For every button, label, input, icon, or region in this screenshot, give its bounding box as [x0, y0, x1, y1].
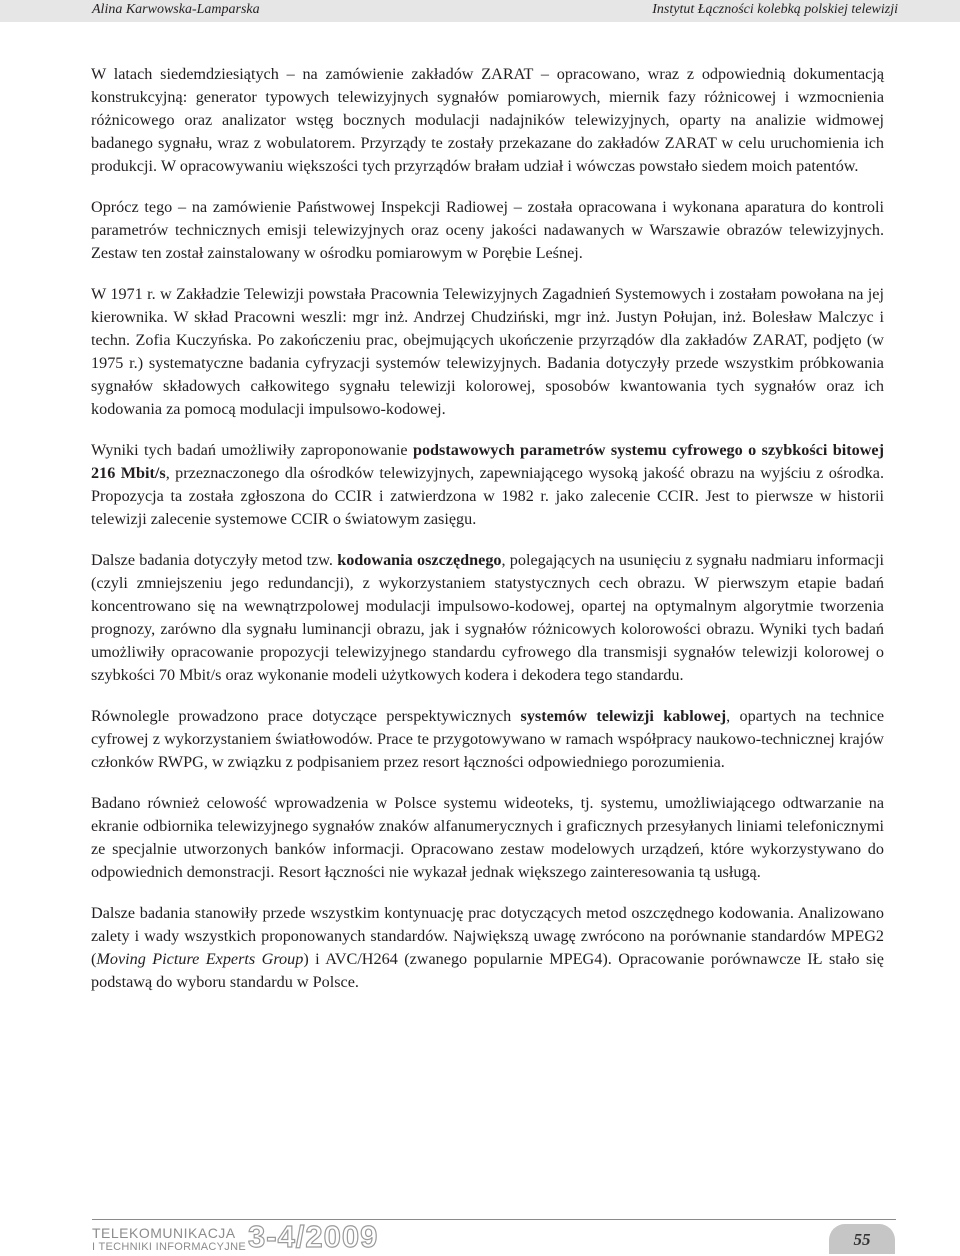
paragraph [91, 283, 884, 421]
paragraph [91, 705, 884, 774]
paragraph [91, 792, 884, 884]
journal-name [92, 1226, 246, 1254]
text-segment: W latach siedemdziesiątych – na zamówienie zakładów ZARAT – opracowano, wraz z odpowiednią dokumentacją konstrukcyjną: generator typowych telewizyjnych sygnałów pomiarowych, miernik fazy różnicowej i wzmocnienia różnicowego oraz analizator wstęg bocznych modulacji nadajników telewizyjnych, oparty na analizie widmowej badanego sygnału, wraz z wobulatorem. Przyrządy te zostały przekazane do zakładów ZARAT w celu uruchomienia ich produkcji. W opracowywaniu większości tych przyrządów brałam udział i wówczas powstało siedem moich patentów. [91, 65, 884, 175]
text-segment: , opartych na technice cyfrowej z wykorzystaniem światłowodów. Prace te przygotowywano w ramach współpracy naukowo-technicznej krajów członków RWPG, w związku z podpisaniem przez resort łączności odpowiedniego porozumienia. [91, 707, 884, 771]
text-segment: Wyniki tych badań umożliwiły zaproponowanie [91, 441, 413, 459]
journal-name-line1: TELEKOMUNIKACJA [92, 1225, 236, 1241]
text-segment: Oprócz tego – na zamówienie Państwowej Inspekcji Radiowej – została opracowana i wykonana aparatura do kontroli parametrów technicznych emisji telewizyjnych oraz oceny jakości nadawanych w Warszawie obrazów telewizyjnych. Zestaw ten został zainstalowany w ośrodku pomiarowym w Porębie Leśnej. [91, 198, 884, 262]
paragraph [91, 439, 884, 531]
text-segment: Dalsze badania dotyczyły metod tzw. [91, 551, 338, 569]
paragraph [91, 196, 884, 265]
text-segment: Badano również celowość wprowadzenia w Polsce systemu wideoteks, tj. systemu, umożliwiającego odtwarzanie na ekranie odbiornika telewizyjnego sygnałów znaków alfanumerycznych i graficznych przesyłanych liniami telefonicznymi ze specjalnie utworzonych banków informacji. Opracowano zestaw modelowych urządzeń, które wykorzystywano do odpowiednich demonstracji. Resort łączności nie wykazał jednak większego zainteresowania tą usługą. [91, 794, 884, 881]
header-title: Instytut Łączności kolebką polskiej telewizji [652, 2, 898, 17]
journal-name-line2: I TECHNIKI INFORMACYJNE [92, 1241, 246, 1253]
bold-term: kodowania oszczędnego [337, 551, 502, 569]
bold-term: podstawowych parametrów systemu cyfrowego o szybkości bitowej 216 Mbit/s [91, 441, 884, 482]
text-segment: Równolegle prowadzono prace dotyczące perspektywicznych [91, 707, 521, 725]
paragraph [91, 902, 884, 994]
issue-number: 3-4/2009 [248, 1219, 379, 1254]
bold-term: systemów telewizji kablowej [520, 707, 727, 725]
paragraph [91, 63, 884, 178]
paragraph [91, 549, 884, 687]
footer-divider [92, 1219, 896, 1220]
running-header [0, 0, 960, 22]
page-number: 55 [829, 1224, 895, 1254]
text-segment: ) i AVC/H264 (zwanego popularnie MPEG4). Opracowanie porównawcze IŁ stało się podstawą do wyboru standardu w Polsce. [91, 950, 884, 991]
italic-term: Moving Picture Experts Group [96, 950, 304, 968]
text-segment: , przeznaczonego dla ośrodków telewizyjnych, zapewniającego wysoką jakość obrazu na wyjściu z ośrodka. Propozycja ta została zgłoszona do CCIR i zatwierdzona w 1982 r. jako zalecenie CCIR. Jest to pierwsze w historii telewizji zalecenie systemowe CCIR o światowym zasięgu. [91, 464, 884, 528]
text-segment: , polegających na usunięciu z sygnału nadmiaru informacji (czyli zmniejszeniu jego redundancji), z wykorzystaniem statystycznych cech obrazu. W pierwszym etapie badań koncentrowano się na wewnątrzpolowej modulacji impulsowo-kodowej, opartej na optymalnym algorytmie tworzenia prognozy, zarówno dla sygnału luminancji obrazu, jak i sygnałów różnicowych kolorowości obrazu. Wyniki tych badań umożliwiły opracowanie propozycji telewizyjnego standardu cyfrowego dla transmisji sygnałów telewizji kolorowej o szybkości 70 Mbit/s oraz wykonanie modeli użytkowych kodera i dekodera tego standardu. [91, 551, 884, 684]
text-segment: Dalsze badania stanowiły przede wszystkim kontynuację prac dotyczących metod oszczędnego kodowania. Analizowano zalety i wady wszystkich proponowanych standardów. Największą uwagę zwrócono na porównanie standardów MPEG2 ( [91, 904, 884, 968]
header-author: Alina Karwowska-Lamparska [92, 2, 260, 17]
article-body [91, 63, 884, 1012]
text-segment: W 1971 r. w Zakładzie Telewizji powstała Pracownia Telewizyjnych Zagadnień Systemowych i zostałam powołana na jej kierownika. W skład Pracowni weszli: mgr inż. Andrzej Chudziński, mgr inż. Justyn Połujan, inż. Bolesław Malczyc i techn. Zofia Kuczyńska. Po zakończeniu prac, obejmujących ukończenie przyrządów dla zakładów ZARAT, podjęto (w 1975 r.) systematyczne badania cyfryzacji systemów telewizyjnych. Badania dotyczyły przede wszystkim próbkowania sygnałów składowych całkowitego sygnału telewizji kolorowej, sposobów kwantowania tych sygnałów oraz ich kodowania za pomocą modulacji impulsowo-kodowej. [91, 285, 884, 418]
